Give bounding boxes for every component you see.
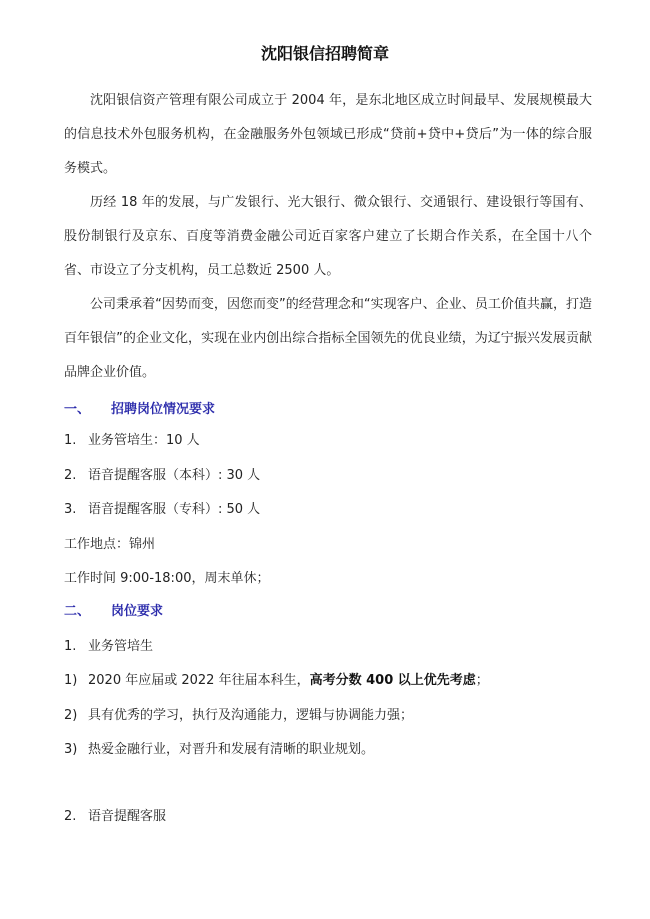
item-text: 热爱金融行业，对晋升和发展有清晰的职业规划。 [88,742,375,757]
item-text: 语音提醒客服 [88,809,167,824]
item-text: 具有优秀的学习，执行及沟通能力，逻辑与协调能力强； [88,708,414,723]
position-item [64,466,592,486]
intro-paragraph-history: 历经 18 年的发展，与广发银行、光大银行、微众银行、交通银行、建设银行等国有、股份制银行及京东、百度等消费金融公司近百家客户建立了长期合作关系，在全国十八个省、市设立了分支机构，员工总数近 2500 人。 [64,195,592,278]
section-number: 一、 [64,402,91,417]
item-number: 1) [64,673,78,688]
section-title: 招聘岗位情况要求 [111,402,216,417]
item-text: 2020 年应届或 2022 年往届本科生， [88,673,310,688]
section-heading-requirements [64,602,163,622]
intro-paragraph-culture: 公司秉承着“因势而变，因您而变”的经营理念和“实现客户、企业、员工价值共赢，打造百年银信”的企业文化，实现在业内创出综合指标全国领先的优良业绩，为辽宁振兴发展贡献品牌企业价值。 [64,297,592,380]
item-number: 2. [64,809,77,824]
item-text: 语音提醒客服（本科）: 30 人 [88,468,261,483]
item-number: 1. [64,433,77,448]
requirement-item [64,671,592,691]
section-title: 岗位要求 [111,604,164,619]
requirement-item [64,740,592,760]
position-item [64,431,592,451]
item-number: 3. [64,502,77,517]
intro-paragraph-company: 沈阳银信资产管理有限公司成立于 2004 年，是东北地区成立时间最早、发展规模最大的信息技术外包服务机构，在金融服务外包领域已形成“贷前+贷中+贷后”为一体的综合服务模式。 [64,93,592,176]
item-number: 2) [64,708,78,723]
work-hours: 工作时间 9:00-18:00，周末单休； [64,571,270,586]
page-title: 沈阳银信招聘简章 [260,44,389,63]
item-text: 业务管培生 [88,639,154,654]
item-number: 1. [64,639,77,654]
item-number: 2. [64,468,77,483]
section-number: 二、 [64,604,91,619]
subsection-voice-service [64,807,592,827]
subsection-trainee [64,637,592,657]
item-number: 3) [64,742,78,757]
position-item [64,500,592,520]
work-location: 工作地点：锦州 [64,537,156,552]
item-tail: ； [475,673,489,688]
item-text: 业务管培生：10 人 [88,433,200,448]
item-emphasis: 高考分数 400 以上优先考虑 [309,673,476,688]
section-heading-positions [64,400,215,420]
item-text: 语音提醒客服（专科）: 50 人 [88,502,261,517]
requirement-item [64,706,592,726]
